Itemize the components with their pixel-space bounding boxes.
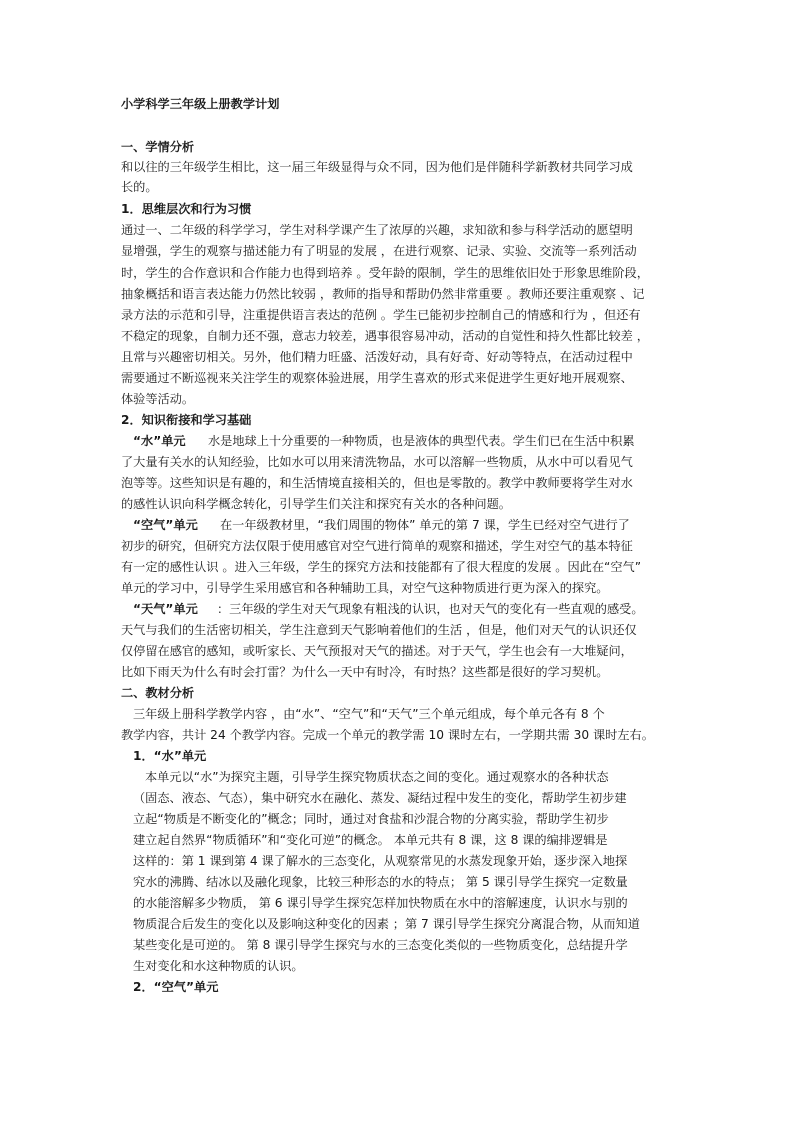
document-title: 小学科学三年级上册教学计划 bbox=[121, 97, 280, 111]
paragraph-line: 仅停留在感官的感知，或听家长、天气预报对天气的描述。对于天气，学生也会有一大堆疑问， bbox=[121, 644, 633, 658]
paragraph-line: 不稳定的现象，自制力还不强，意志力较差，遇事很容易冲动，活动的自觉性和持久性都比较差 ， bbox=[121, 329, 649, 343]
paragraph-line: 时，学生的合作意识和合作能力也得到培养 。受年龄的限制，学生的思维依旧处于形象思维阶段， bbox=[121, 266, 649, 280]
unit-label-air: “空气”单元 bbox=[133, 518, 198, 532]
paragraph-line: 长的。 bbox=[121, 180, 158, 194]
paragraph-line: 和以往的三年级学生相比，这一届三年级显得与众不同，因为他们是伴随科学新教材共同学习成 bbox=[121, 160, 633, 174]
paragraph-line: 有一定的感性认识 。进入三年级，学生的探究方法和技能都有了很大程度的发展 。因此在“空气” bbox=[121, 560, 642, 574]
paragraph-line: 究水的沸腾、结冰以及融化现象，比较三种形态的水的特点； 第 5 课引导学生探究一定数量 bbox=[133, 875, 628, 889]
subheading-air-unit: 2．“空气”单元 bbox=[133, 980, 219, 994]
paragraph-line: 水是地球上十分重要的一种物质，也是液体的典型代表。学生们已在生活中积累 bbox=[208, 434, 635, 448]
paragraph-line: 体验等活动。 bbox=[121, 392, 195, 406]
paragraph-line: 泡等等。这些知识是有趣的，和生活情境直接相关的，但也是零散的。教学中教师要将学生对水 bbox=[121, 476, 633, 490]
paragraph-line: 的水能溶解多少物质， 第 6 课引导学生探究怎样加快物质在水中的溶解速度，认识水与别的 bbox=[133, 896, 628, 910]
paragraph-line: 三年级上册科学教学内容 ，由“水”、“空气”和“天气”三个单元组成，每个单元各有 8 个 bbox=[133, 707, 605, 721]
paragraph-line: 了大量有关水的认知经验，比如水可以用来清洗物品，水可以溶解一些物质，从水中可以看见气 bbox=[121, 455, 633, 469]
subheading-thinking-habits: 1．思维层次和行为习惯 bbox=[121, 202, 252, 216]
paragraph-line: 初步的研究，但研究方法仅限于使用感官对空气进行简单的观察和描述，学生对空气的基本特征 bbox=[121, 539, 633, 553]
paragraph-line: 建立起自然界“物质循环”和“变化可逆”的概念。 本单元共有 8 课，这 8 课的编排逻辑是 bbox=[133, 833, 608, 847]
paragraph-line: 需要通过不断巡视来关注学生的观察体验进展，用学生喜欢的形式来促进学生更好地开展观察、 bbox=[121, 371, 633, 385]
paragraph-line: 比如下雨天为什么有时会打雷？为什么一天中有时冷，有时热？这些都是很好的学习契机。 bbox=[121, 665, 609, 679]
paragraph-line: 在一年级教材里，“我们周围的物体” 单元的第 7 课，学生已经对空气进行了 bbox=[220, 518, 630, 532]
paragraph-line: 这样的：第 1 课到第 4 课了解水的三态变化，从观察常见的水蒸发现象开始，逐步深入地探 bbox=[133, 854, 628, 868]
section-heading-textbook-analysis: 二、教材分析 bbox=[121, 686, 195, 700]
paragraph-line: 单元的学习中，引导学生采用感官和各种辅助工具，对空气这种物质进行更为深入的探究。 bbox=[121, 581, 609, 595]
section-heading-student-analysis: 一、学情分析 bbox=[121, 140, 195, 154]
paragraph-line: 且常与兴趣密切相关。另外，他们精力旺盛、活泼好动，具有好奇、好动等特点，在活动过程中 bbox=[121, 350, 633, 364]
paragraph-line: 显增强，学生的观察与描述能力有了明显的发展 ，在进行观察、记录、实验、交流等一系列活动 bbox=[121, 244, 637, 258]
paragraph-line: 生对变化和水这种物质的认识。 bbox=[133, 959, 304, 973]
paragraph-line: 的感性认识向科学概念转化，引导学生们关注和探究有关水的各种问题。 bbox=[121, 497, 511, 511]
paragraph-line: ：三年级的学生对天气现象有粗浅的认识，也对天气的变化有一些直观的感受。 bbox=[217, 602, 644, 616]
paragraph-line: 天气与我们的生活密切相关，学生注意到天气影响着他们的生活 ，但是，他们对天气的认识还仅 bbox=[121, 623, 637, 637]
paragraph-line: 抽象概括和语言表达能力仍然比较弱 ，教师的指导和帮助仍然非常重要 。教师还要注重观察 、记 bbox=[121, 287, 645, 301]
paragraph-line: 教学内容，共计 24 个教学内容。完成一个单元的教学需 10 课时左右，一学期共需 30 课时左右。 bbox=[121, 728, 654, 742]
paragraph-line: 物质混合后发生的变化以及影响这种变化的因素 ；第 7 课引导学生探究分离混合物，从而知道 bbox=[133, 917, 640, 931]
unit-label-weather: “天气”单元 bbox=[133, 602, 198, 616]
subheading-knowledge-basis: 2．知识衔接和学习基础 bbox=[121, 413, 252, 427]
paragraph-line: 录方法的示范和引导，注重提供语言表达的范例 。学生已能初步控制自己的情感和行为 ，但还有 bbox=[121, 308, 641, 322]
subheading-water-unit: 1．“水”单元 bbox=[133, 749, 207, 763]
paragraph-line: （固态、液态、气态），集中研究水在融化、蒸发、凝结过程中发生的变化，帮助学生初步建 bbox=[133, 791, 627, 805]
paragraph-line: 立起“物质是不断变化的”概念；同时，通过对食盐和沙混合物的分离实验，帮助学生初步 bbox=[133, 812, 609, 826]
paragraph-line: 本单元以“水”为探究主题，引导学生探究物质状态之间的变化。通过观察水的各种状态 bbox=[145, 770, 609, 784]
unit-label-water: “水”单元 bbox=[133, 434, 186, 448]
paragraph-line: 某些变化是可逆的。 第 8 课引导学生探究与水的三态变化类似的一些物质变化，总结提升学 bbox=[133, 938, 628, 952]
paragraph-line: 通过一、二年级的科学学习，学生对科学课产生了浓厚的兴趣，求知欲和参与科学活动的愿望明 bbox=[121, 223, 633, 237]
